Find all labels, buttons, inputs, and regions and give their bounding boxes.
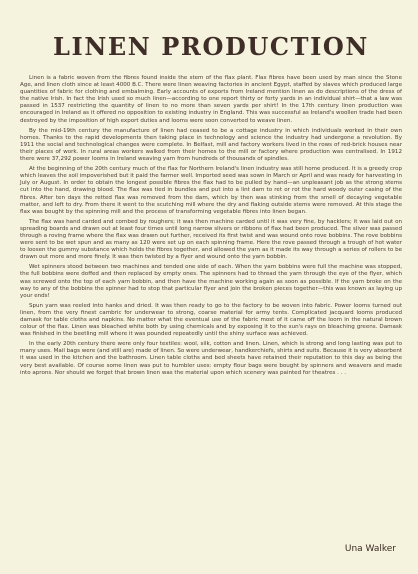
- paragraph: At the beginning of the 20th century much of the flax for Northern Ireland's linen industry was still home produced. It is a greedy crop which leaves the soil impoverished but it paid the farmer well. Imported seed was sown in March or April and was ready for harvesting in July or August. In order to obtain the longest possible fibres the flax had to be pulled by hand—an unpleasant job as the strong stems cut into the hand, drawing blood. The flax was tied in bundles and put into a lint dam to ret or rot the hard woody outer casing of the fibres. After ten days the retted flax was removed from the dam, which by then was stinking from the smell of decaying vegetable matter, and left to dry. From there it went to the scutching mill where the dry and flaking outside stems were removed. At this stage the flax was bought by the spinning mill and the process of transforming vegetable fibres into linen began.: [20, 166, 402, 215]
- article-title: LINEN PRODUCTION: [53, 32, 369, 61]
- paragraph: The flax was hand carded and combed by roughers; it was then machine carded until it was very fine, by hacklers; it was laid out on spreading boards and drawn out at least four times until long narrow slivers or ribbons of flax had been produced. The sliver was passed through a roving frame where the flax was drawn out further, received its first twist and was wound onto rove bobbins. The rove bobbins were sent to be wet spun and as many as 120 were set up on each spinning frame. Here the rove passed through a trough of hot water to loosen the gummy substance which holds the fibres together, and allowed the yarn as it made its way through a series of rollers to be drawn out more and more finely. It was then twisted by a flyer and wound onto the yarn bobbin.: [20, 218, 402, 261]
- article-body: [20, 75, 402, 377]
- author-signature: Una Walker: [344, 544, 396, 554]
- paragraph: In the early 20th century there were only four textiles: wool, silk, cotton and linen. Linen, which is strong and long lasting was put to many uses. Mail bags were (and still are) made of linen. So were underwear, handkerchiefs, shirts and suits. Because it is very absorbent it was used in the kitchen and the bathroom. Linen table cloths and bed sheets have retained their reputation to this day as being the very best available. Of course some linen was put to humbler uses: empty flour bags were bought by spinners and weavers and made into aprons. Nor should we forget that brown linen was the material upon which scenery was painted for theatres . . .: [20, 341, 403, 376]
- paragraph: Linen is a fabric woven from the fibres found inside the stem of the flax plant. Flax fibres have been used by man since the Stone Age, and linen cloth since at least 4000 B.C. There were linen weaving factories in ancient Egypt, staffed by slaves which produced large quantities of fabric for clothing and embalming. Early accounts of exports from Ireland mention linen as do descriptions of the dress of the native Irish. In fact the Irish used so much linen—according to one report thirty or forty yards in an individual shirt—that a law was passed in 1537 restricting the quantity of linen to no more than seven yards per shirt! In the 17th century linen production was encouraged in Ireland as it offered no opposition to existing industry in England. This was successful as Ireland's woollen trade had been destroyed by the imposition of high export duties and looms were soon converted to weave linen.: [20, 75, 402, 124]
- paragraph: Wet spinners stood between two machines and tended one side of each. When the yarn bobbins were full the machine was stopped, the full bobbins were doffed and then replaced by empty ones. The spinners had to thread the yarn through the eye of the flyer, which was screwed onto the top of each yarn bobbin, and then have the machine working again as soon as possible. If the yarn broke on the way to any of the bobbins the spinner had to stop that particular flyer and join the broken pieces together—this was known as laying up your ends!: [20, 264, 402, 299]
- paragraph: By the mid-19th century the manufacture of linen had ceased to be a cottage industry in which individuals worked in their own homes. Thanks to the rapid developments then taking place in technology and science the industry had undergone a revolution. By 1911 the social and technological changes were complete. In Belfast, mill and factory workers lived in the rows of red-brick houses near their places of work. In rural areas workers walked from their homes to the mill or factory where production was centralised. In 1912 there were 37,292 power looms in Ireland weaving yarn from hundreds of thousands of spindles.: [20, 127, 402, 163]
- paragraph: Spun yarn was reeled into hanks and dried. It was then ready to go to the factory to be woven into fabric. Power looms turned out linen, from the very finest cambric for underwear to strong, coarse material for army tents. Complicated jacquard looms produced damask for table cloths and napkins. No matter what the eventual use of the fabric most of it came off the loom in the natural brown colour of the flax. Linen was bleached white both by using chemicals and by exposing it to the sun's rays on bleaching greens. Damask was finished in the beetling mill where it was pounded repeatedly until the shiny surface was achieved.: [20, 302, 402, 338]
